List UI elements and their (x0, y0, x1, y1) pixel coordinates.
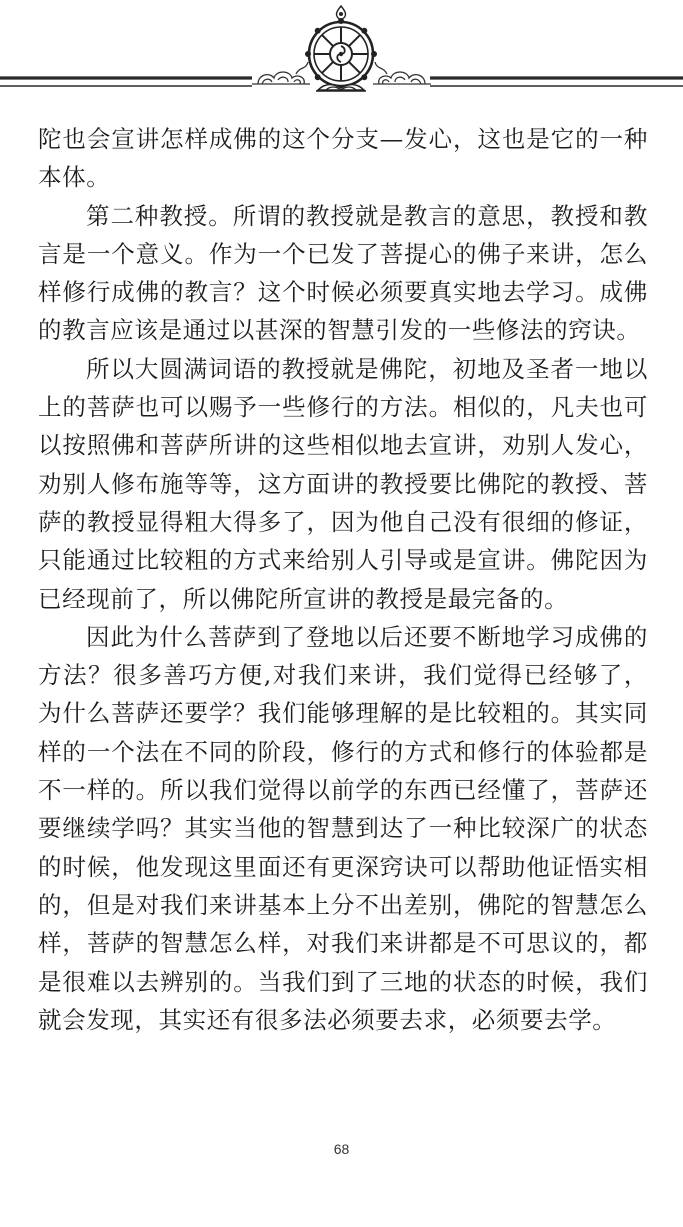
page-number: 68 (333, 1141, 350, 1157)
paragraph: 因此为什么菩萨到了登地以后还要不断地学习成佛的方法？很多善巧方便,对我们来讲，我们觉得已经够了，为什么菩萨还要学？我们能够理解的是比较粗的。其实同样的一个法在不同的阶段，修行的方式和修行的体验都是不一样的。所以我们觉得以前学的东西已经懂了，菩萨还要继续学吗？其实当他的智慧到达了一种比较深广的状态的时候，他发现这里面还有更深窍诀可以帮助他证悟实相的，但是对我们来讲基本上分不出差别，佛陀的智慧怎么样，菩萨的智慧怎么样，对我们来讲都是不可思议的，都是很难以去辨别的。当我们到了三地的状态的时候，我们就会发现，其实还有很多法必须要去求，必须要去学。 (38, 622, 648, 1034)
page-body (38, 120, 648, 1039)
header-ornament (0, 0, 683, 110)
dharma-wheel-icon (305, 6, 377, 91)
paragraph: 陀也会宣讲怎样成佛的这个分支—发心，这也是它的一种本体。 (38, 125, 648, 192)
page-header (0, 0, 683, 110)
paragraph: 所以大圆满词语的教授就是佛陀，初地及圣者一地以上的菩萨也可以赐予一些修行的方法。相似的，凡夫也可以按照佛和菩萨所讲的这些相似地去宣讲，劝别人发心，劝别人修布施等等，这方面讲的教授要比佛陀的教授、菩萨的教授显得粗大得多了，因为他自己没有很细的修证，只能通过比较粗的方式来给别人引导或是宣讲。佛陀因为已经现前了，所以佛陀所宣讲的教授是最完备的。 (38, 354, 648, 613)
paragraph: 第二种教授。所谓的教授就是教言的意思，教授和教言是一个意义。作为一个已发了菩提心的佛子来讲，怎么样修行成佛的教言？这个时候必须要真实地去学习。成佛的教言应该是通过以甚深的智慧引发的一些修法的窍诀。 (38, 201, 648, 345)
